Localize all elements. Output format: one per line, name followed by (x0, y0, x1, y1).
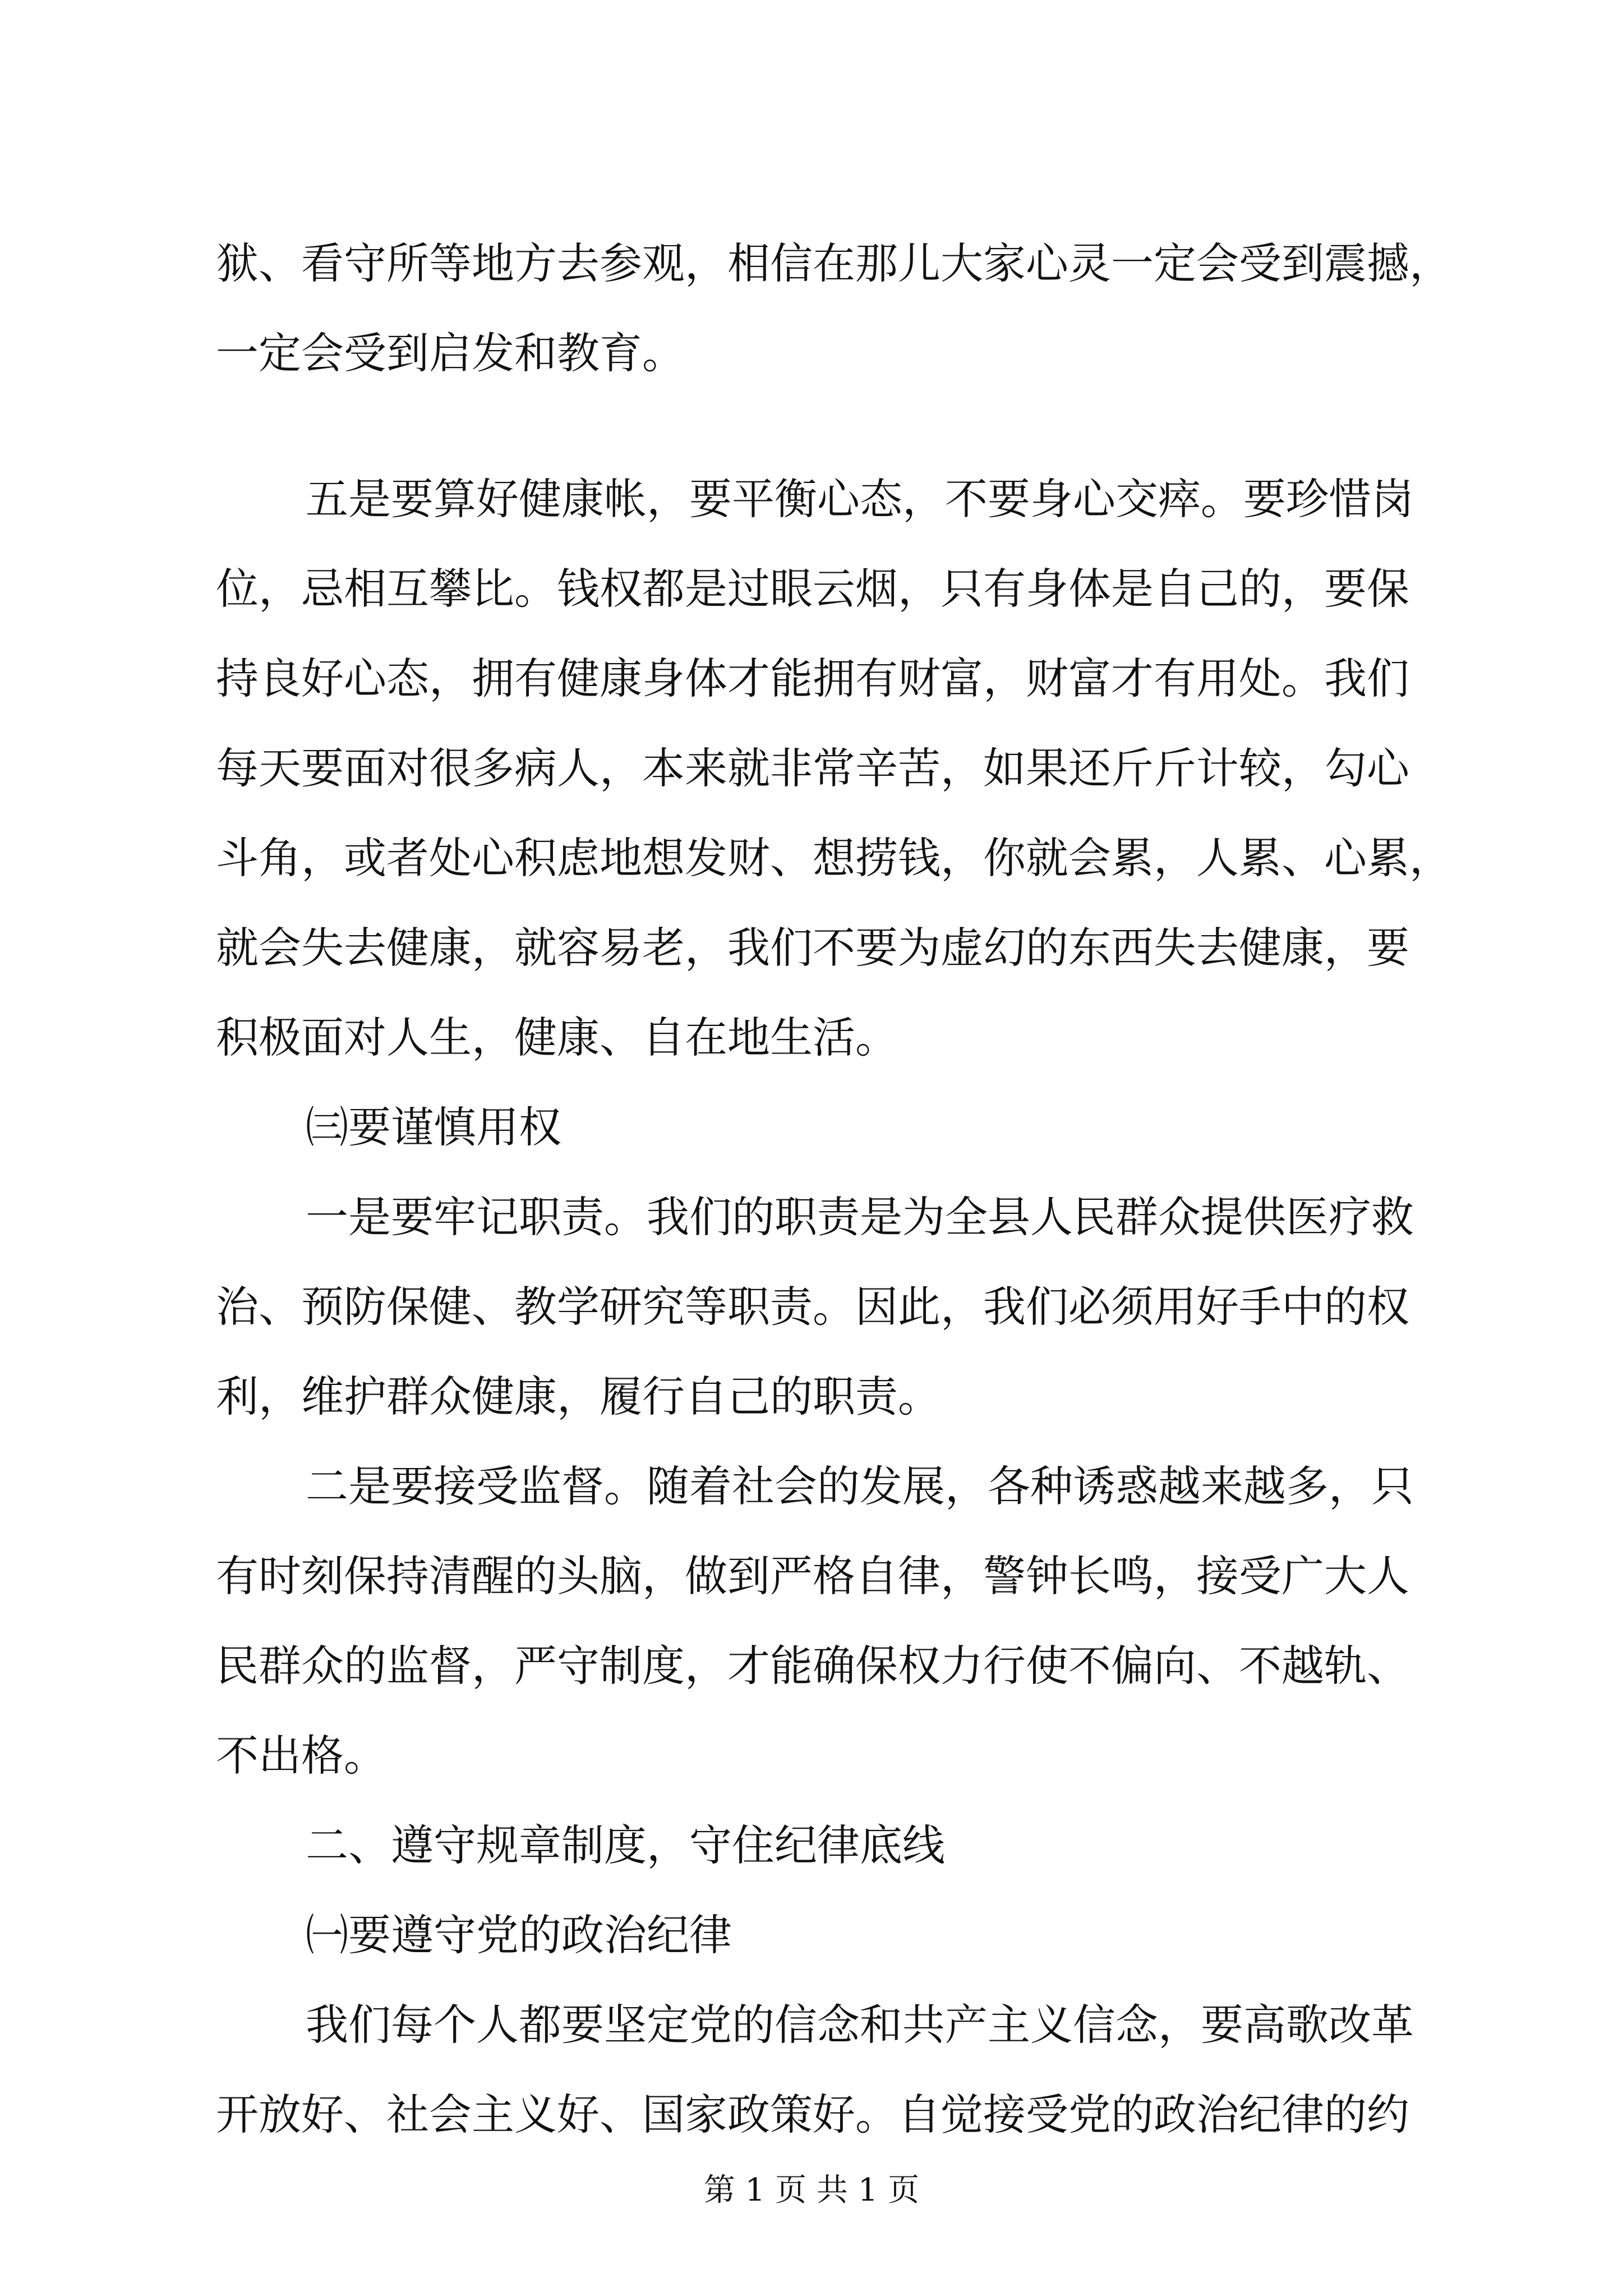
body-line-11 (0, 1186, 1623, 1248)
body-line-13 (0, 1366, 1623, 1428)
body-line-14-text: 二是要接受监督。随着社会的发展，各种诱惑越来越多，只 (306, 1461, 1414, 1511)
body-line-21-text: 开放好、社会主义好、国家政策好。自觉接受党的政治纪律的约 (216, 2090, 1409, 2139)
body-line-6 (0, 738, 1623, 799)
body-line-12-text: 治、预防保健、教学研究等职责。因此，我们必须用好手中的权 (216, 1282, 1409, 1332)
body-line-20 (0, 1994, 1623, 2056)
body-line-15-text: 有时刻保持清醒的头脑，做到严格自律，警钟长鸣，接受广大人 (216, 1551, 1409, 1601)
section-heading-rules (0, 1815, 1623, 1876)
section-heading-use-power (0, 1097, 1623, 1158)
body-line-7-text: 斗角，或者处心积虑地想发财、想捞钱，你就会累，人累、心累， (216, 833, 1452, 883)
section-heading-political-discipline (0, 1904, 1623, 1966)
page-number-label: 第 1 页 共 1 页 (703, 2172, 920, 2208)
body-line-17 (0, 1725, 1623, 1787)
body-line-1 (0, 233, 1623, 295)
body-line-2 (0, 323, 1623, 384)
body-line-5 (0, 648, 1623, 710)
body-line-9 (0, 1007, 1623, 1069)
body-line-6-text: 每天要面对很多病人，本来就非常辛苦，如果还斤斤计较，勾心 (216, 743, 1409, 793)
section-heading-political-discipline-text: ㈠要遵守党的政治纪律 (306, 1910, 732, 1960)
body-line-8 (0, 917, 1623, 979)
page-number-footer (0, 2168, 1623, 2213)
body-line-4 (0, 558, 1623, 620)
body-line-3-text: 五是要算好健康帐，要平衡心态，不要身心交瘁。要珍惜岗 (306, 474, 1414, 524)
section-heading-rules-text: 二、遵守规章制度，守住纪律底线 (306, 1820, 945, 1870)
body-line-9-text: 积极面对人生，健康、自在地生活。 (216, 1013, 898, 1062)
body-line-4-text: 位，忌相互攀比。钱权都是过眼云烟，只有身体是自己的，要保 (216, 564, 1409, 614)
body-line-5-text: 持良好心态，拥有健康身体才能拥有财富，财富才有用处。我们 (216, 654, 1409, 703)
body-line-15 (0, 1545, 1623, 1607)
body-line-14 (0, 1456, 1623, 1517)
body-line-2-text: 一定会受到启发和教育。 (216, 328, 685, 378)
body-line-20-text: 我们每个人都要坚定党的信念和共产主义信念，要高歌改革 (306, 2000, 1414, 2050)
body-line-1-text: 狱、看守所等地方去参观，相信在那儿大家心灵一定会受到震撼， (216, 238, 1452, 288)
body-line-8-text: 就会失去健康，就容易老，我们不要为虚幻的东西失去健康，要 (216, 923, 1409, 973)
body-line-16 (0, 1635, 1623, 1697)
body-line-21 (0, 2084, 1623, 2146)
section-heading-use-power-text: ㈢要谨慎用权 (306, 1102, 561, 1152)
body-line-17-text: 不出格。 (216, 1731, 386, 1780)
body-line-3 (0, 468, 1623, 530)
body-line-11-text: 一是要牢记职责。我们的职责是为全县人民群众提供医疗救 (306, 1192, 1414, 1242)
body-line-7 (0, 827, 1623, 889)
body-line-16-text: 民群众的监督，严守制度，才能确保权力行使不偏向、不越轨、 (216, 1641, 1409, 1691)
body-line-12 (0, 1276, 1623, 1338)
body-line-13-text: 利，维护群众健康，履行自己的职责。 (216, 1372, 940, 1421)
